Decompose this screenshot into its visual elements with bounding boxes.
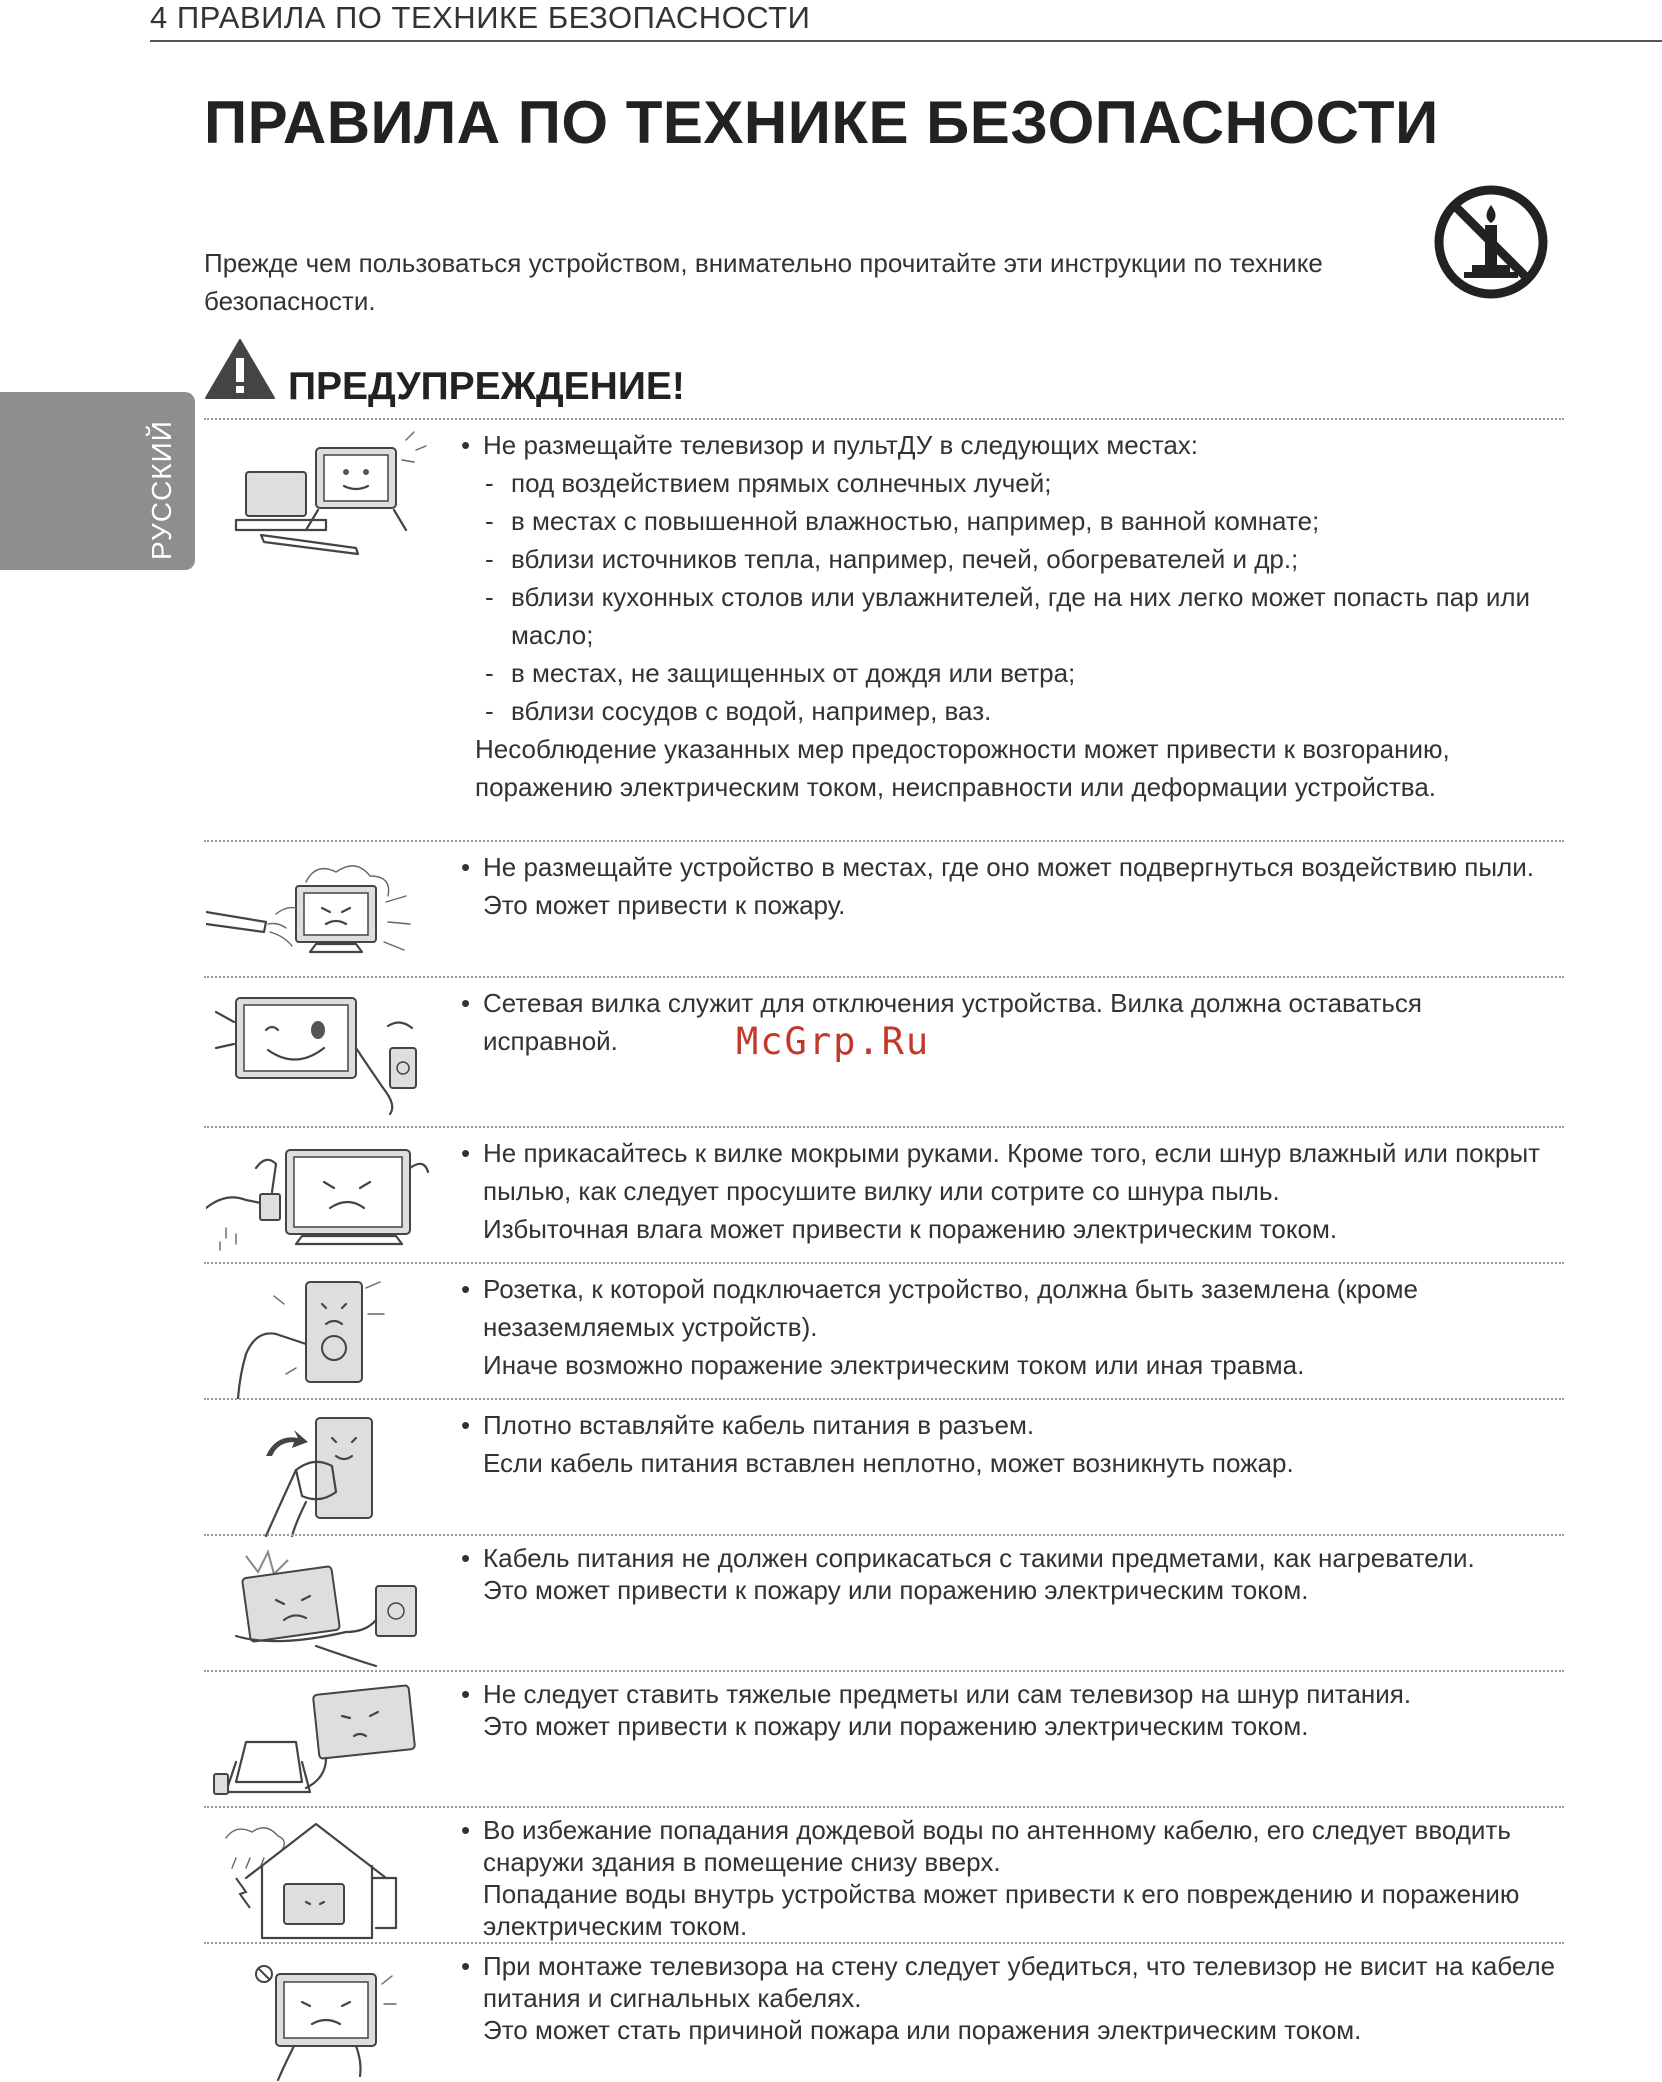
item-1-bullet: • Не размещайте телевизор и пультДУ в следующих местах: — [449, 426, 1564, 464]
header-text: 4 ПРАВИЛА ПО ТЕХНИКЕ БЕЗОПАСНОСТИ — [150, 0, 811, 35]
item-5-extra: Иначе возможно поражение электрическим током или иная травма. — [483, 1350, 1305, 1380]
item-6-extra: Если кабель питания вставлен неплотно, может возникнуть пожар. — [483, 1448, 1294, 1478]
watermark: McGrp.Ru — [736, 1020, 931, 1063]
item-6-bullet: • Плотно вставляйте кабель питания в разъем. — [449, 1406, 1564, 1444]
item-8-extra: Это может привести к пожару или поражению электрическим током. — [483, 1711, 1309, 1741]
item-9-bullet: • Во избежание попадания дождевой воды по антенному кабелю, его следует вводить снаружи здания в помещение снизу вверх. — [449, 1814, 1564, 1878]
page-header — [150, 0, 1662, 42]
plug-disconnect-illustration — [206, 988, 446, 1118]
item-1-sub-5: - в местах, не защищенных от дождя или ветра; — [449, 654, 1564, 692]
grounded-outlet-illustration — [206, 1274, 436, 1402]
item-1-note: Несоблюдение указанных мер предосторожности может привести к возгоранию, поражению электрическим током, неисправности или деформации устройства. — [475, 734, 1450, 802]
item-10-text — [449, 1950, 1564, 2046]
no-candle-icon — [1432, 183, 1550, 301]
item-10-bullet: • При монтаже телевизора на стену следует убедиться, что телевизор не висит на кабеле питания и сигнальных кабелях. — [449, 1950, 1564, 2014]
item-1-sub-2: - в местах с повышенной влажностью, например, в ванной комнате; — [449, 502, 1564, 540]
safety-item-1 — [204, 418, 1564, 842]
safety-item-4 — [204, 1126, 1564, 1264]
heavy-object-illustration — [206, 1682, 436, 1810]
warning-icon — [204, 338, 276, 400]
dust-illustration — [206, 852, 436, 972]
intro-text: Прежде чем пользоваться устройством, внимательно прочитайте эти инструкции по технике безопасности. — [204, 248, 1323, 316]
safety-item-9 — [204, 1806, 1564, 1944]
item-2-bullet: • Не размещайте устройство в местах, где оно может подвергнуться воздействию пыли. — [449, 848, 1564, 886]
safety-item-6 — [204, 1398, 1564, 1536]
item-1-text — [449, 426, 1564, 806]
item-1-sub-1: - под воздействием прямых солнечных лучей; — [449, 464, 1564, 502]
wall-mount-illustration — [206, 1954, 436, 2082]
safety-item-5 — [204, 1262, 1564, 1400]
item-9-extra: Попадание воды внутрь устройства может привести к его повреждению и поражению электрическим током. — [483, 1879, 1520, 1941]
item-1-sub-3: - вблизи источников тепла, например, печей, обогревателей и др.; — [449, 540, 1564, 578]
item-4-text — [449, 1134, 1564, 1248]
language-tab-label: РУССКИЙ — [146, 420, 177, 560]
wet-hands-illustration — [206, 1138, 436, 1263]
warning-title: ПРЕДУПРЕЖДЕНИЕ! — [288, 365, 685, 408]
item-5-bullet: • Розетка, к которой подключается устройство, должна быть заземлена (кроме незаземляемых устройств). — [449, 1270, 1564, 1346]
item-3-bullet: • Сетевая вилка служит для отключения устройства. Вилка должна оставаться исправной. — [449, 984, 1564, 1060]
item-2-text — [449, 848, 1564, 924]
heater-cable-illustration — [206, 1546, 436, 1674]
item-9-text — [449, 1814, 1564, 1942]
item-7-bullet: • Кабель питания не должен соприкасаться с такими предметами, как нагреватели. — [449, 1542, 1564, 1574]
item-7-extra: Это может привести к пожару или поражению электрическим током. — [483, 1575, 1309, 1605]
item-6-text — [449, 1406, 1564, 1482]
item-1-sub-4: - вблизи кухонных столов или увлажнителей, где на них легко может попасть пар или масло; — [449, 578, 1564, 654]
item-3-text — [449, 984, 1564, 1060]
safety-item-10 — [204, 1942, 1564, 2080]
item-5-text — [449, 1270, 1564, 1384]
item-8-bullet: • Не следует ставить тяжелые предметы или сам телевизор на шнур питания. — [449, 1678, 1564, 1710]
safety-item-7 — [204, 1534, 1564, 1672]
safety-item-2 — [204, 840, 1564, 978]
rain-antenna-illustration — [206, 1818, 436, 1946]
item-7-text — [449, 1542, 1564, 1606]
safety-item-8 — [204, 1670, 1564, 1808]
plug-insert-illustration — [206, 1410, 436, 1538]
item-4-bullet: • Не прикасайтесь к вилке мокрыми руками. Кроме того, если шнур влажный или покрыт пылью, как следует просушите вилку или сотрите со шнура пыль. — [449, 1134, 1564, 1210]
page-title: ПРАВИЛА ПО ТЕХНИКЕ БЕЗОПАСНОСТИ — [204, 89, 1439, 156]
tv-places-illustration — [206, 430, 436, 560]
item-8-text — [449, 1678, 1564, 1742]
item-10-extra: Это может стать причиной пожара или поражения электрическим током. — [483, 2015, 1362, 2045]
item-1-sub-6: - вблизи сосудов с водой, например, ваз. — [449, 692, 1564, 730]
item-4-extra: Избыточная влага может привести к поражению электрическим током. — [483, 1214, 1338, 1244]
item-2-extra: Это может привести к пожару. — [483, 890, 846, 920]
